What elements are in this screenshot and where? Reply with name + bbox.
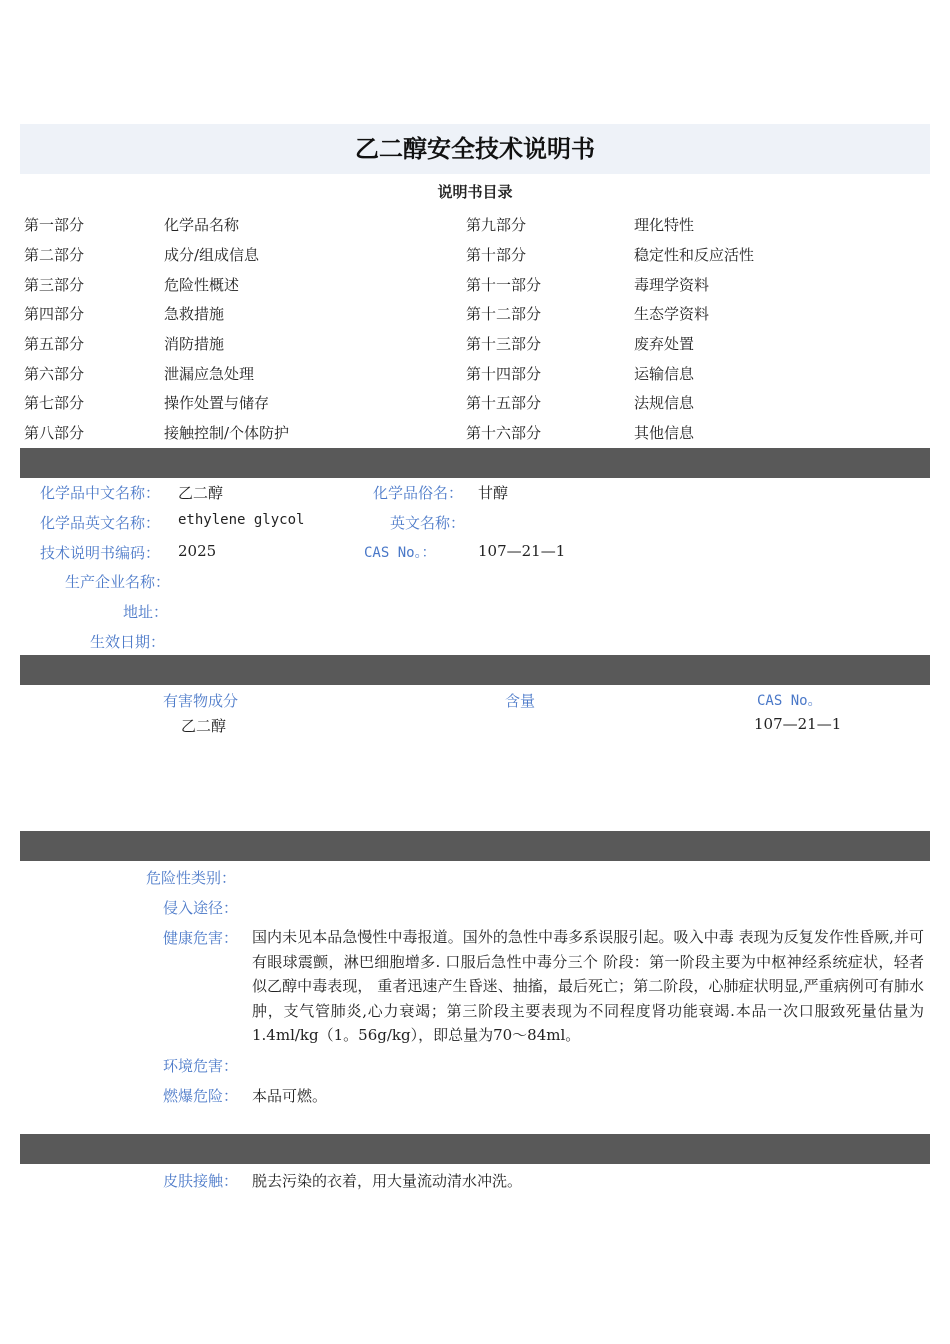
address-label: 地址： [123, 603, 169, 621]
toc-name: 稳定性和反应活性 [634, 246, 755, 264]
toc-name: 废弃处置 [634, 335, 695, 353]
cas-label: CAS No。： [364, 545, 436, 561]
toc-part: 第十五部分 [466, 394, 542, 412]
skin-label: 皮肤接触： [163, 1172, 239, 1190]
toc-name: 成分/组成信息 [164, 246, 260, 264]
toc-name: 危险性概述 [164, 276, 240, 294]
en-name-label: 化学品英文名称： [40, 514, 161, 532]
company-label: 生产企业名称： [65, 573, 171, 591]
toc-part: 第九部分 [466, 216, 527, 234]
en-name2-label: 英文名称： [390, 514, 466, 532]
common-name-label: 化学品俗名： [373, 484, 464, 502]
toc-name: 其他信息 [634, 424, 695, 442]
fire-text: 本品可燃。 [252, 1087, 328, 1105]
toc-part: 第十六部分 [466, 424, 542, 442]
toc-part: 第十四部分 [466, 365, 542, 383]
row-component: 乙二醇 [181, 717, 227, 735]
code-label: 技术说明书编码： [40, 544, 161, 562]
toc-part: 第四部分 [24, 305, 85, 323]
title-band [20, 124, 930, 174]
toc-part: 第一部分 [24, 216, 85, 234]
section4-header-bar [20, 1134, 930, 1164]
fire-label: 燃爆危险： [163, 1087, 239, 1105]
route-label: 侵入途径： [163, 899, 239, 917]
section3-header-bar [20, 831, 930, 861]
code-value: 2025 [178, 542, 217, 560]
env-label: 环境危害： [163, 1057, 239, 1075]
cn-name-label: 化学品中文名称： [40, 484, 161, 502]
toc-part: 第十一部分 [466, 276, 542, 294]
toc-name: 运输信息 [634, 365, 695, 383]
cas-value: 107—21—1 [478, 542, 566, 560]
common-name-value: 甘醇 [478, 484, 509, 502]
toc-part: 第三部分 [24, 276, 85, 294]
toc-name: 接触控制/个体防护 [164, 424, 290, 442]
toc-name: 毒理学资料 [634, 276, 710, 294]
toc-part: 第五部分 [24, 335, 85, 353]
toc-name: 法规信息 [634, 394, 695, 412]
toc-part: 第十部分 [466, 246, 527, 264]
row-cas: 107—21—1 [754, 715, 842, 733]
toc-part: 第十三部分 [466, 335, 542, 353]
toc-name: 化学品名称 [164, 216, 240, 234]
toc-part: 第十二部分 [466, 305, 542, 323]
health-label: 健康危害： [163, 929, 239, 947]
cn-name-value: 乙二醇 [178, 484, 224, 502]
skin-text: 脱去污染的衣着，用大量流动清水冲洗。 [252, 1172, 523, 1190]
toc-part: 第六部分 [24, 365, 85, 383]
toc-name: 急救措施 [164, 305, 225, 323]
toc-part: 第七部分 [24, 394, 85, 412]
section2-header-bar [20, 655, 930, 685]
toc-name: 理化特性 [634, 216, 695, 234]
toc-part: 第八部分 [24, 424, 85, 442]
document-title: 乙二醇安全技术说明书 [355, 135, 595, 163]
col-content: 含量 [505, 692, 536, 710]
toc-name: 泄漏应急处理 [164, 365, 255, 383]
toc-name: 消防措施 [164, 335, 225, 353]
health-text: 国内未见本品急慢性中毒报道。国外的急性中毒多系误服引起。吸入中毒 表现为反复发作性昏厥,并可有眼球震颤，淋巴细胞增多. 口服后急性中毒分三个 阶段：第一阶段主要为中枢神经系统症状，轻者似乙醇中毒表现， 重者迅速产生昏迷、抽搐，最后死亡；第二阶段，心肺症状明显,严重病例可有肺水肿，支气管肺炎,心力衰竭；第三阶段主要表现为不同程度肾功能衰竭.本品一次口服致死量估量为1.4ml/kg（1。56g/kg），即总量为70～84ml。 [252, 928, 924, 1045]
en-name-value: ethylene glycol [178, 512, 305, 528]
toc-name: 生态学资料 [634, 305, 710, 323]
col-cas: CAS No。 [757, 693, 822, 709]
hazard-class-label: 危险性类别： [146, 869, 237, 887]
toc-name: 操作处置与储存 [164, 394, 270, 412]
toc-part: 第二部分 [24, 246, 85, 264]
col-component: 有害物成分 [163, 692, 239, 710]
section1-header-bar [20, 448, 930, 478]
date-label: 生效日期： [90, 633, 166, 651]
toc-heading: 说明书目录 [437, 183, 513, 201]
